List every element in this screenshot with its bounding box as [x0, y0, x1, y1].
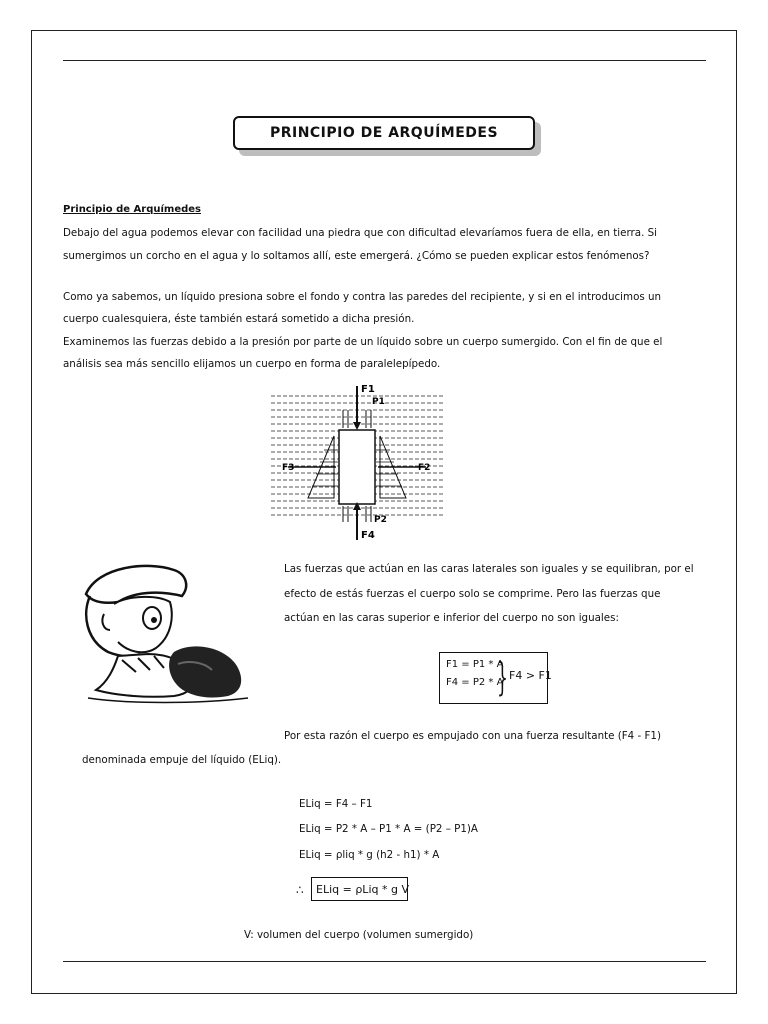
formula-row-2: F4 = P2 * A	[446, 677, 504, 688]
paragraph-1-line-2: sumergimos un corcho en el agua y lo soltamos allí, este emergerá. ¿Cómo se pueden explicar estos fenómenos?	[63, 250, 650, 262]
section-heading: Principio de Arquímedes	[63, 204, 201, 215]
page-title: PRINCIPIO DE ARQUÍMEDES	[233, 116, 535, 150]
paragraph-4-line-2: denominada empuje del líquido (ELiq).	[82, 754, 282, 766]
paragraph-2-line-1: Como ya sabemos, un líquido presiona sobre el fondo y contra las paredes del recipiente, y si en el introducimos un	[63, 291, 662, 303]
diagram-label-p1: P1	[372, 397, 385, 407]
diagram-label-f3: F3	[282, 463, 295, 473]
paragraph-4-line-1: Por esta razón el cuerpo es empujado con una fuerza resultante (F4 - F1)	[284, 730, 661, 742]
formula-row-1: F1 = P1 * A	[446, 659, 504, 670]
diagram-label-f4: F4	[361, 530, 375, 541]
top-rule	[63, 60, 706, 61]
formula-result: F4 > F1	[509, 669, 552, 682]
equation-3: ELiq = ρliq * g (h2 - h1) * A	[299, 849, 440, 861]
paragraph-1-line-1: Debajo del agua podemos elevar con facilidad una piedra que con dificultad elevaríamos fuera de ella, en tierra. Si	[63, 227, 658, 239]
therefore-symbol: ∴	[296, 883, 304, 897]
paragraph-3-line-1: Las fuerzas que actúan en las caras laterales son iguales y se equilibran, por el	[284, 563, 694, 575]
paragraph-2-line-4: análisis sea más sencillo elijamos un cuerpo en forma de paralelepípedo.	[63, 358, 441, 370]
volume-footnote: V: volumen del cuerpo (volumen sumergido)	[244, 929, 474, 941]
paragraph-2-line-3: Examinemos las fuerzas debido a la presión por parte de un líquido sobre un cuerpo sumergido. Con el fin de que el	[63, 336, 663, 348]
paragraph-2-line-2: cuerpo cualesquiera, éste también estará sometido a dicha presión.	[63, 313, 415, 325]
diagram-label-f1: F1	[361, 384, 375, 395]
buoyancy-diagram	[268, 380, 448, 542]
equation-2: ELiq = P2 * A – P1 * A = (P2 – P1)A	[299, 823, 478, 835]
force-comparison-box	[439, 652, 552, 704]
cartoon-boy-illustration	[78, 556, 250, 706]
diagram-label-p2: P2	[374, 515, 387, 525]
paragraph-3-line-2: efecto de estás fuerzas el cuerpo solo se comprime. Pero las fuerzas que	[284, 588, 661, 600]
buoyancy-formula-box: ELiq = ρLiq * g V	[311, 877, 408, 901]
brace-symbol: }	[497, 655, 508, 699]
equation-1: ELiq = F4 – F1	[299, 798, 373, 810]
bottom-rule	[63, 961, 706, 962]
paragraph-3-line-3: actúan en las caras superior e inferior del cuerpo no son iguales:	[284, 612, 619, 624]
diagram-label-f2: F2	[418, 463, 431, 473]
